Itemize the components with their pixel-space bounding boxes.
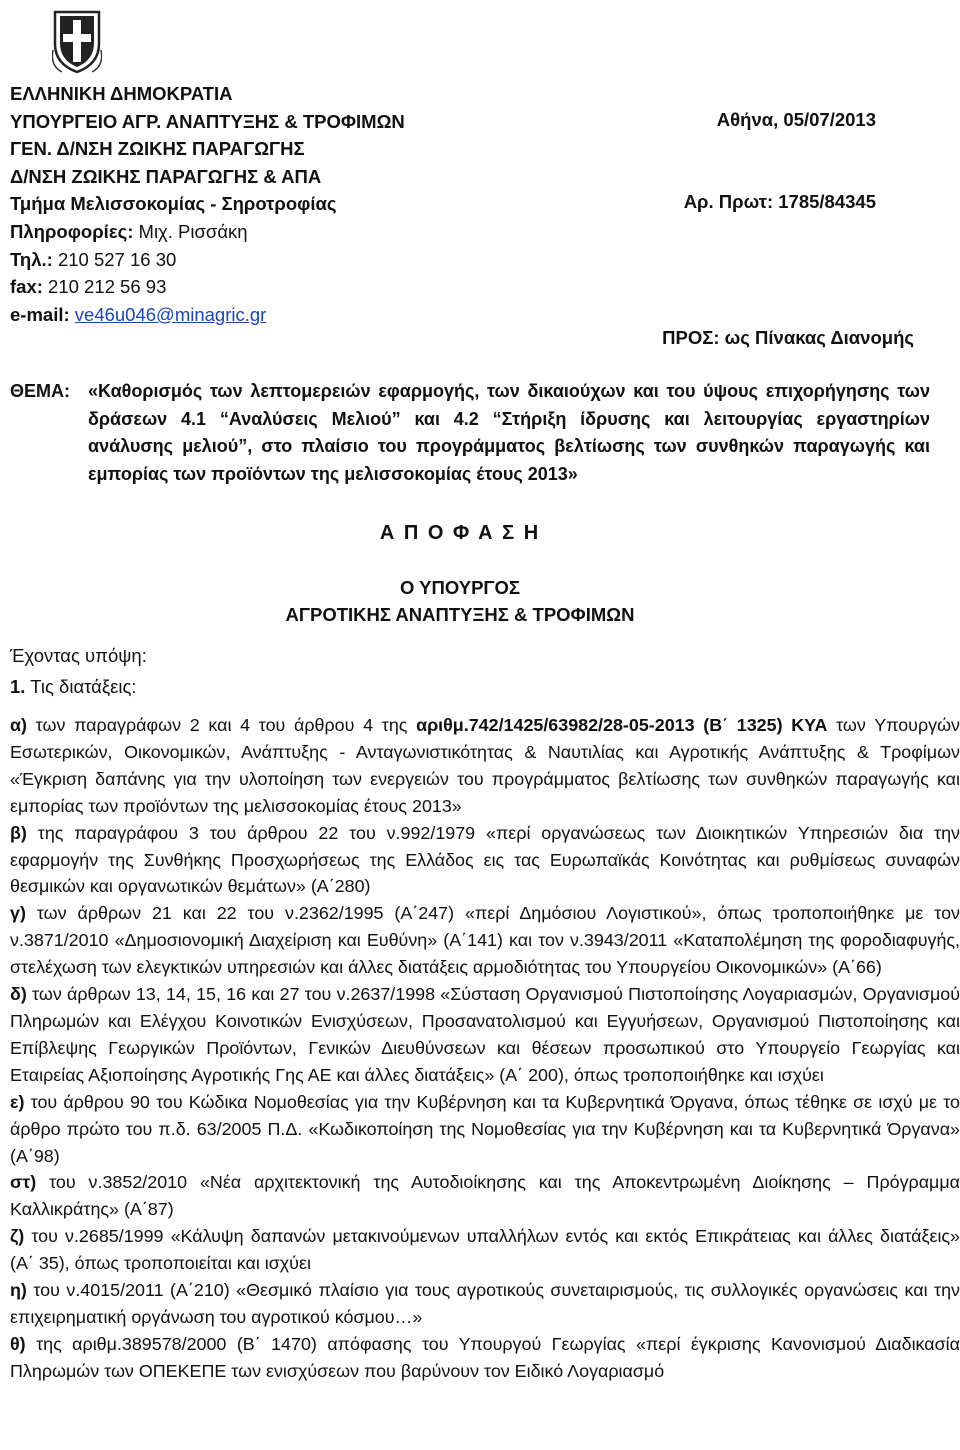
provisions-number: 1. xyxy=(10,676,26,697)
list-item: θ) της αριθμ.389578/2000 (Β΄ 1470) απόφασης του Υπουργού Γεωργίας «περί έγκρισης Κανονισμού Διαδικασία Πληρωμών των ΟΠΕΚΕΠΕ των ενισχύσεων που βαρύνουν τον Ειδικό Λογαριασμό xyxy=(10,1333,960,1381)
subject-text: «Καθορισμός των λεπτομερειών εφαρμογής, των δικαιούχων και του ύψους επιχορήγησης των δράσεων 4.1 “Αναλύσεις Μελιού” και 4.2 “Στήριξη ίδρυσης και λειτουργίας εργαστηρίων ανάλυσης μελιού”, στο πλαίσιο του προγράμματος βελτίωσης των συνθηκών παραγωγής και εμπορίας των προϊόντων της μελισσοκομίας έτους 2013» xyxy=(88,381,930,484)
fax-line: fax: 210 212 56 93 xyxy=(10,276,167,298)
provisions-heading xyxy=(10,676,137,698)
list-item: ζ) του ν.2685/1999 «Κάλυψη δαπανών μετακινούμενων υπαλλήλων εντός και εκτός Επικράτειας και άλλες διατάξεις» (Α΄ 35), όπως τροποποιείται και ισχύει xyxy=(10,1226,960,1274)
sender-block xyxy=(10,80,530,328)
subject-label: ΘΕΜΑ: xyxy=(10,381,70,401)
list-item: γ) των άρθρων 21 και 22 του ν.2362/1995 (Α΄247) «περί Δημόσιου Λογιστικού», όπως τροποποιήθηκε με τον ν.3871/2010 «Δημοσιονομική Διαχείριση και Ευθύνη» (Α΄141) και τον ν.3943/2011 «Καταπολέμηση της φοροδιαφυγής, στελέχωση των ελεγκτικών υπηρεσιών και άλλες διατάξεις αρμοδιότητας του Υπουργείου Οικονομικών» (Α΄66) xyxy=(10,903,960,978)
list-item: α) των παραγράφων 2 και 4 του άρθρου 4 της αριθμ.742/1425/63982/28-05-2013 (Β΄ 1325) ΚΥΑ των Υπουργών Εσωτερικών, Οικονομικών, Ανάπτυξης - Ανταγωνιστικότητας & Ναυτιλίας και Αγροτικής Ανάπτυξης & Τροφίμων «Έγκριση δαπάνης για την υλοποίηση των ενεργειών του προγράμματος βελτίωσης των συνθηκών παραγωγής και εμπορίας των προϊόντων της μελισσοκομίας έτους 2013» xyxy=(10,715,960,816)
list-item: στ) του ν.3852/2010 «Νέα αρχιτεκτονική της Αυτοδιοίκησης και της Αποκεντρωμένη Διοίκησης – Πρόγραμμα Καλλικράτης» (Α΄87) xyxy=(10,1172,960,1220)
list-item: η) του ν.4015/2011 (Α΄210) «Θεσμικό πλαίσιο για τους αγροτικούς συνεταιρισμούς, τις συλλογικές οργανώσεις και την επιχειρηματική οργάνωση του αγροτικού κόσμου…» xyxy=(10,1280,960,1327)
email-link[interactable]: ve46u046@minagric.gr xyxy=(74,303,267,325)
document-date: Αθήνα, 05/07/2013 xyxy=(716,109,876,130)
minister-title: Ο ΥΠΟΥΡΓΟΣ xyxy=(399,577,521,598)
email-line: e-mail: ve46u046@minagric.gr xyxy=(10,303,267,325)
having-regard-label: Έχοντας υπόψη: xyxy=(10,645,147,666)
ministry-name: ΑΓΡΟΤΙΚΗΣ ΑΝΑΠΤΥΞΗΣ & ΤΡΟΦΙΜΩΝ xyxy=(285,604,635,625)
provisions-label: Τις διατάξεις: xyxy=(30,676,137,697)
phone-line: Τηλ.: 210 527 16 30 xyxy=(10,248,177,270)
decision-title: Α Π Ο Φ Α Σ Η xyxy=(379,522,541,544)
protocol-number: Αρ. Πρωτ: 1785/84345 xyxy=(683,191,876,212)
list-item: ε) του άρθρου 90 του Κώδικα Νομοθεσίας για την Κυβέρνηση και τα Κυβερνητικά Όργανα, όπως τέθηκε σε ισχύ με το άρθρο πρώτο του π.δ. 63/2005 Π.Δ. «Κωδικοποίηση της Νομοθεσίας για την Κυβέρνηση και τα Κυβερνητικά Όργανα» (Α΄98) xyxy=(10,1091,960,1166)
header-line: Δ/ΝΣΗ ΖΩΙΚΗΣ ΠΑΡΑΓΩΓΗΣ & ΑΠΑ xyxy=(10,165,322,187)
header-line: ΕΛΛΗΝΙΚΗ ΔΗΜΟΚΡΑΤΙΑ xyxy=(10,83,233,104)
list-item: β) της παραγράφου 3 του άρθρου 22 του ν.992/1979 «περί οργανώσεως των Διοικητικών Υπηρεσιών δια την εφαρμογήν της Συνθήκης Προσχωρήσεως της Ελλάδος εις τας Ευρωπαϊκάς Κοινότητας και ρυθμίσεως συναφών θεσμικών και οργανωτικών θεμάτων» (Α΄280) xyxy=(10,822,960,897)
recipient-line: ΠΡΟΣ: ως Πίνακας Διανομής xyxy=(662,327,914,348)
header-line: Τμήμα Μελισσοκομίας - Σηροτροφίας xyxy=(10,193,337,215)
list-item: δ) των άρθρων 13, 14, 15, 16 και 27 του ν.2637/1998 «Σύσταση Οργανισμού Πιστοποίησης Λογαριασμών, Οργανισμού Πληρωμών και Ελέγχου Κοινοτικών Ενισχύσεων, Προσανατολισμού και Εγγυήσεων, Οργανισμού Πιστοποίησης και Επίβλεψης Γεωργικών Προϊόντων, Γενικών Διευθύνσεων και θέσεων προσωπικού στο Υπουργείο Γεωργίας και Εταιρείας Αξιοποίησης Αγροτικής Γης ΑΕ και άλλες διατάξεις» (Α΄ 200), όπως τροποποιήθηκε και ισχύει xyxy=(10,984,960,1085)
provisions-list xyxy=(10,712,960,1385)
header-line: ΥΠΟΥΡΓΕΙΟ ΑΓΡ. ΑΝΑΠΤΥΞΗΣ & ΤΡΟΦΙΜΩΝ xyxy=(10,110,405,132)
greek-emblem-icon xyxy=(52,10,102,74)
subject-block xyxy=(10,378,930,488)
header-line: ΓΕΝ. Δ/ΝΣΗ ΖΩΙΚΗΣ ΠΑΡΑΓΩΓΗΣ xyxy=(10,138,305,160)
info-contact-line: Πληροφορίες: Μιχ. Ρισσάκη xyxy=(10,220,248,242)
